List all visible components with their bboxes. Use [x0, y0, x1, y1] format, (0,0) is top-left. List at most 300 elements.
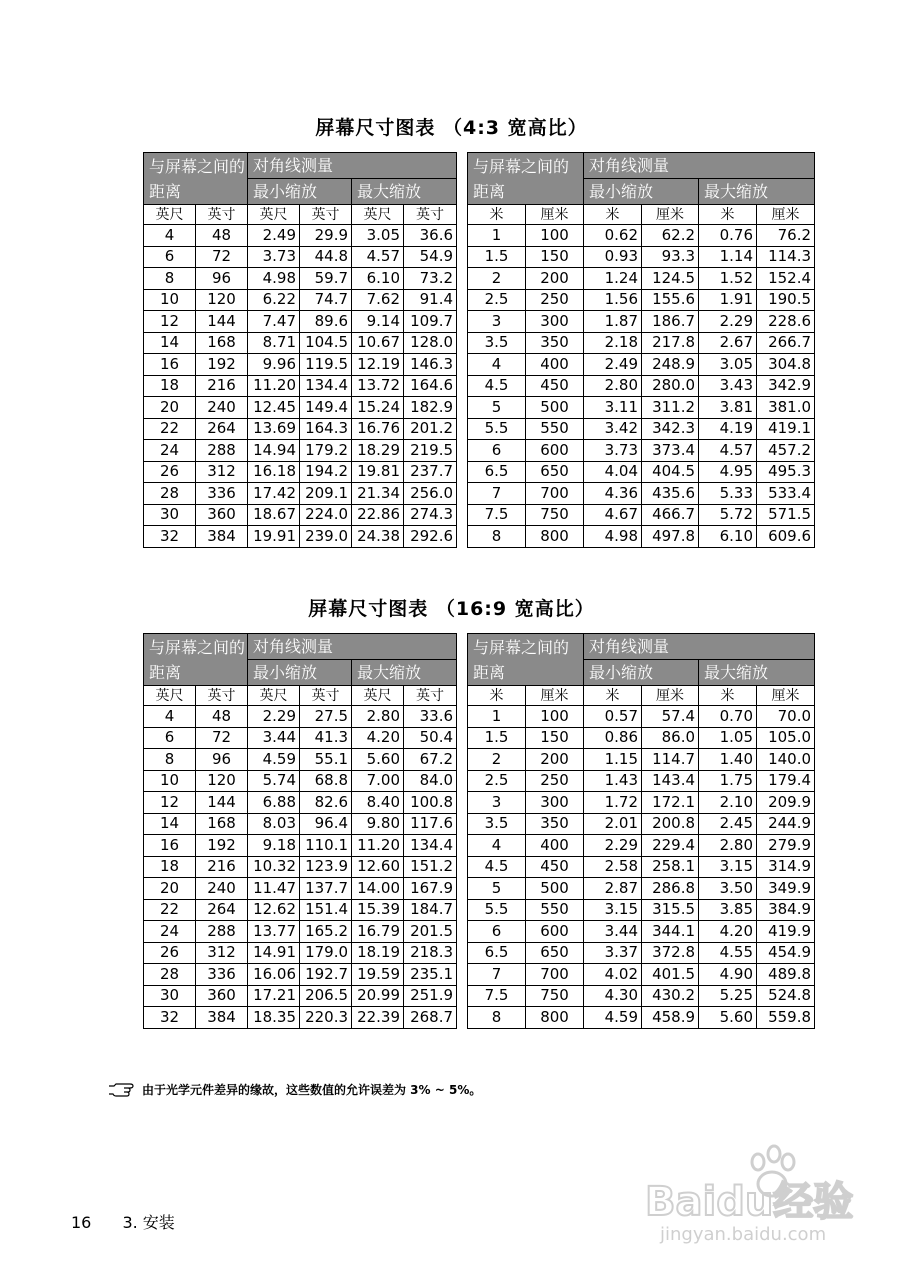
table-cell: 4.5: [468, 856, 526, 878]
table-row: [468, 311, 815, 333]
table-cell: 350: [526, 813, 584, 835]
table-cell: 700: [526, 964, 584, 986]
table-cell: 17.42: [248, 483, 300, 505]
table-cell: 7: [468, 964, 526, 986]
table-row: [144, 878, 457, 900]
table-row: [468, 942, 815, 964]
unit-row: [144, 205, 457, 225]
table-cell: 4.59: [584, 1007, 642, 1029]
table-cell: 201.5: [404, 921, 457, 943]
table-cell: 96: [196, 268, 248, 290]
table-cell: 16.76: [352, 418, 404, 440]
table-cell: 96: [196, 749, 248, 771]
table-cell: 0.62: [584, 225, 642, 247]
table-cell: 1.72: [584, 792, 642, 814]
table-row: [144, 813, 457, 835]
table-cell: 4.04: [584, 461, 642, 483]
table-cell: 73.2: [404, 268, 457, 290]
table-cell: 4.30: [584, 985, 642, 1007]
unit-cell: 英寸: [404, 686, 457, 706]
table-cell: 17.21: [248, 985, 300, 1007]
table-cell: 228.6: [757, 311, 815, 333]
table-cell: 3.37: [584, 942, 642, 964]
table-cell: 4.67: [584, 504, 642, 526]
table-cell: 110.1: [300, 835, 352, 857]
table-cell: 2.01: [584, 813, 642, 835]
table-cell: 550: [526, 418, 584, 440]
table-row: [144, 985, 457, 1007]
table-cell: 3.42: [584, 418, 642, 440]
table-cell: 609.6: [757, 526, 815, 548]
table-cell: 128.0: [404, 332, 457, 354]
table-cell: 550: [526, 899, 584, 921]
table-cell: 497.8: [642, 526, 699, 548]
table-cell: 164.3: [300, 418, 352, 440]
table-row: [144, 418, 457, 440]
table-cell: 192: [196, 354, 248, 376]
table-row: [468, 354, 815, 376]
chart-4-3-imperial-table: [143, 152, 457, 548]
table-cell: 240: [196, 397, 248, 419]
table-cell: 168: [196, 332, 248, 354]
table-cell: 524.8: [757, 985, 815, 1007]
table-cell: 6: [468, 921, 526, 943]
header-max-zoom: 最大缩放: [699, 660, 815, 686]
table-cell: 12.45: [248, 397, 300, 419]
table-cell: 59.7: [300, 268, 352, 290]
table-cell: 124.5: [642, 268, 699, 290]
header-diagonal: 对角线测量: [248, 153, 457, 179]
table-cell: 8.03: [248, 813, 300, 835]
table-cell: 134.4: [404, 835, 457, 857]
table-cell: 20.99: [352, 985, 404, 1007]
table-row: [144, 504, 457, 526]
table-cell: 288: [196, 440, 248, 462]
unit-cell: 厘米: [757, 686, 815, 706]
table-cell: 2.80: [352, 706, 404, 728]
table-cell: 11.47: [248, 878, 300, 900]
table-cell: 30: [144, 985, 196, 1007]
table-cell: 105.0: [757, 727, 815, 749]
table-cell: 4.57: [699, 440, 757, 462]
table-cell: 2.80: [584, 375, 642, 397]
table-cell: 18.19: [352, 942, 404, 964]
table-cell: 336: [196, 964, 248, 986]
table-cell: 384: [196, 1007, 248, 1029]
unit-cell: 米: [699, 205, 757, 225]
table-cell: 2: [468, 749, 526, 771]
table-row: [468, 440, 815, 462]
table-cell: 258.1: [642, 856, 699, 878]
table-cell: 24.38: [352, 526, 404, 548]
table-cell: 146.3: [404, 354, 457, 376]
table-cell: 266.7: [757, 332, 815, 354]
table-cell: 1.24: [584, 268, 642, 290]
table-cell: 4.98: [248, 268, 300, 290]
table-cell: 4.57: [352, 246, 404, 268]
table-cell: 373.4: [642, 440, 699, 462]
table-row: [468, 835, 815, 857]
table-cell: 312: [196, 942, 248, 964]
tolerance-note: [108, 1081, 481, 1098]
table-cell: 264: [196, 418, 248, 440]
chart-4-3-metric-table: [467, 152, 815, 548]
table-cell: 3: [468, 792, 526, 814]
table-cell: 2.45: [699, 813, 757, 835]
table-cell: 404.5: [642, 461, 699, 483]
table-row: [144, 706, 457, 728]
table-cell: 120: [196, 289, 248, 311]
table-cell: 6.22: [248, 289, 300, 311]
table-cell: 5.72: [699, 504, 757, 526]
table-cell: 184.7: [404, 899, 457, 921]
table-cell: 119.5: [300, 354, 352, 376]
chart-16-9-metric-table: [467, 633, 815, 1029]
table-row: [468, 878, 815, 900]
table-cell: 268.7: [404, 1007, 457, 1029]
table-cell: 256.0: [404, 483, 457, 505]
table-cell: 1.56: [584, 289, 642, 311]
table-cell: 1.43: [584, 770, 642, 792]
table-cell: 8.40: [352, 792, 404, 814]
table-cell: 360: [196, 985, 248, 1007]
table-cell: 76.2: [757, 225, 815, 247]
table-cell: 36.6: [404, 225, 457, 247]
table-cell: 1.91: [699, 289, 757, 311]
table-cell: 155.6: [642, 289, 699, 311]
table-cell: 55.1: [300, 749, 352, 771]
table-cell: 74.7: [300, 289, 352, 311]
table-cell: 84.0: [404, 770, 457, 792]
table-cell: 16.79: [352, 921, 404, 943]
table-cell: 120: [196, 770, 248, 792]
table-cell: 10.67: [352, 332, 404, 354]
chart-16-9-imperial-table: [143, 633, 457, 1029]
table-cell: 219.5: [404, 440, 457, 462]
table-row: [468, 268, 815, 290]
table-cell: 179.2: [300, 440, 352, 462]
header-distance: 与屏幕之间的距离: [468, 153, 584, 205]
table-cell: 600: [526, 921, 584, 943]
table-cell: 1.5: [468, 727, 526, 749]
table-cell: 192.7: [300, 964, 352, 986]
table-cell: 7.47: [248, 311, 300, 333]
table-cell: 10: [144, 289, 196, 311]
table-cell: 19.59: [352, 964, 404, 986]
table-cell: 2.87: [584, 878, 642, 900]
table-cell: 200.8: [642, 813, 699, 835]
header-min-zoom: 最小缩放: [584, 660, 699, 686]
unit-cell: 厘米: [757, 205, 815, 225]
table-cell: 2: [468, 268, 526, 290]
table-row: [144, 1007, 457, 1029]
note-text: 由于光学元件差异的缘故，这些数值的允许误差为 3% ~ 5%。: [142, 1083, 482, 1097]
table-cell: 8: [468, 526, 526, 548]
table-cell: 344.1: [642, 921, 699, 943]
table-row: [144, 835, 457, 857]
table-row: [144, 526, 457, 548]
table-cell: 12: [144, 311, 196, 333]
table-cell: 206.5: [300, 985, 352, 1007]
table-cell: 137.7: [300, 878, 352, 900]
table-cell: 70.0: [757, 706, 815, 728]
table-row: [144, 225, 457, 247]
table-cell: 280.0: [642, 375, 699, 397]
table-cell: 457.2: [757, 440, 815, 462]
table-cell: 28: [144, 483, 196, 505]
table-cell: 29.9: [300, 225, 352, 247]
table-cell: 251.9: [404, 985, 457, 1007]
table-row: [144, 749, 457, 771]
table-cell: 372.8: [642, 942, 699, 964]
unit-cell: 米: [699, 686, 757, 706]
table-cell: 0.86: [584, 727, 642, 749]
unit-cell: 英尺: [352, 686, 404, 706]
table-cell: 10.32: [248, 856, 300, 878]
table-cell: 164.6: [404, 375, 457, 397]
header-max-zoom: 最大缩放: [352, 660, 457, 686]
unit-cell: 厘米: [642, 205, 699, 225]
table-cell: 6.5: [468, 942, 526, 964]
table-cell: 11.20: [248, 375, 300, 397]
table-cell: 9.18: [248, 835, 300, 857]
table-cell: 600: [526, 440, 584, 462]
table-cell: 235.1: [404, 964, 457, 986]
table-row: [144, 921, 457, 943]
table-cell: 209.1: [300, 483, 352, 505]
table-cell: 18.29: [352, 440, 404, 462]
table-cell: 218.3: [404, 942, 457, 964]
table-row: [468, 246, 815, 268]
table-cell: 10: [144, 770, 196, 792]
table-row: [144, 483, 457, 505]
table-cell: 168: [196, 813, 248, 835]
unit-cell: 厘米: [526, 205, 584, 225]
table-cell: 2.58: [584, 856, 642, 878]
table-cell: 288: [196, 921, 248, 943]
unit-cell: 厘米: [526, 686, 584, 706]
section-title-4-3: 屏幕尺寸图表 （4:3 宽高比）: [315, 117, 588, 139]
table-row: [468, 289, 815, 311]
table-cell: 12.62: [248, 899, 300, 921]
table-cell: 15.39: [352, 899, 404, 921]
table-row: [468, 332, 815, 354]
unit-cell: 英尺: [144, 686, 196, 706]
table-cell: 2.5: [468, 770, 526, 792]
table-cell: 571.5: [757, 504, 815, 526]
table-cell: 190.5: [757, 289, 815, 311]
table-cell: 248.9: [642, 354, 699, 376]
table-cell: 495.3: [757, 461, 815, 483]
table-cell: 54.9: [404, 246, 457, 268]
table-cell: 16: [144, 835, 196, 857]
table-cell: 22.39: [352, 1007, 404, 1029]
table-row: [468, 397, 815, 419]
table-cell: 9.96: [248, 354, 300, 376]
table-cell: 533.4: [757, 483, 815, 505]
table-cell: 384.9: [757, 899, 815, 921]
table-cell: 117.6: [404, 813, 457, 835]
header-distance: 与屏幕之间的距离: [468, 634, 584, 686]
table-cell: 381.0: [757, 397, 815, 419]
table-cell: 123.9: [300, 856, 352, 878]
table-cell: 4.20: [352, 727, 404, 749]
table-cell: 6.10: [699, 526, 757, 548]
table-cell: 6: [144, 727, 196, 749]
table-cell: 68.8: [300, 770, 352, 792]
table-cell: 48: [196, 225, 248, 247]
table-row: [144, 792, 457, 814]
table-cell: 33.6: [404, 706, 457, 728]
table-cell: 114.7: [642, 749, 699, 771]
table-cell: 342.3: [642, 418, 699, 440]
table-cell: 7: [468, 483, 526, 505]
table-cell: 0.57: [584, 706, 642, 728]
header-min-zoom: 最小缩放: [248, 179, 352, 205]
unit-row: [144, 686, 457, 706]
table-cell: 144: [196, 792, 248, 814]
table-row: [468, 706, 815, 728]
table-cell: 72: [196, 246, 248, 268]
table-cell: 13.72: [352, 375, 404, 397]
table-cell: 5.74: [248, 770, 300, 792]
table-row: [144, 440, 457, 462]
table-row: [468, 749, 815, 771]
unit-cell: 米: [468, 205, 526, 225]
table-cell: 167.9: [404, 878, 457, 900]
table-row: [468, 985, 815, 1007]
table-cell: 4.95: [699, 461, 757, 483]
header-distance: 与屏幕之间的距离: [144, 153, 248, 205]
table-cell: 4: [468, 354, 526, 376]
table-cell: 16: [144, 354, 196, 376]
table-cell: 3.05: [352, 225, 404, 247]
header-diagonal: 对角线测量: [584, 153, 815, 179]
unit-cell: 英寸: [196, 205, 248, 225]
table-cell: 150: [526, 727, 584, 749]
table-cell: 100.8: [404, 792, 457, 814]
table-cell: 12.60: [352, 856, 404, 878]
table-cell: 4.02: [584, 964, 642, 986]
table-cell: 800: [526, 1007, 584, 1029]
table-cell: 8: [144, 268, 196, 290]
table-cell: 32: [144, 526, 196, 548]
table-cell: 20: [144, 397, 196, 419]
table-cell: 12: [144, 792, 196, 814]
table-cell: 216: [196, 375, 248, 397]
table-cell: 3.11: [584, 397, 642, 419]
table-cell: 3.73: [584, 440, 642, 462]
table-cell: 14: [144, 813, 196, 835]
table-cell: 2.49: [248, 225, 300, 247]
table-row: [468, 1007, 815, 1029]
table-cell: 264: [196, 899, 248, 921]
table-cell: 144: [196, 311, 248, 333]
header-min-zoom: 最小缩放: [584, 179, 699, 205]
table-cell: 314.9: [757, 856, 815, 878]
header-max-zoom: 最大缩放: [699, 179, 815, 205]
table-cell: 109.7: [404, 311, 457, 333]
unit-cell: 英尺: [144, 205, 196, 225]
table-cell: 239.0: [300, 526, 352, 548]
header-diagonal: 对角线测量: [248, 634, 457, 660]
table-cell: 1.14: [699, 246, 757, 268]
unit-cell: 英寸: [300, 205, 352, 225]
table-cell: 22: [144, 899, 196, 921]
table-cell: 0.93: [584, 246, 642, 268]
table-cell: 2.10: [699, 792, 757, 814]
table-cell: 3.73: [248, 246, 300, 268]
table-cell: 7.62: [352, 289, 404, 311]
table-cell: 3.50: [699, 878, 757, 900]
table-cell: 5: [468, 397, 526, 419]
table-cell: 300: [526, 311, 584, 333]
table-cell: 3.15: [699, 856, 757, 878]
table-row: [468, 964, 815, 986]
table-cell: 152.4: [757, 268, 815, 290]
table-cell: 96.4: [300, 813, 352, 835]
table-cell: 4: [144, 225, 196, 247]
table-cell: 100: [526, 225, 584, 247]
table-cell: 350: [526, 332, 584, 354]
table-cell: 182.9: [404, 397, 457, 419]
table-cell: 149.4: [300, 397, 352, 419]
table-cell: 4.36: [584, 483, 642, 505]
table-cell: 2.18: [584, 332, 642, 354]
table-cell: 50.4: [404, 727, 457, 749]
table-cell: 1: [468, 706, 526, 728]
table-cell: 489.8: [757, 964, 815, 986]
table-cell: 192: [196, 835, 248, 857]
table-cell: 150: [526, 246, 584, 268]
table-cell: 13.77: [248, 921, 300, 943]
table-cell: 237.7: [404, 461, 457, 483]
table-cell: 30: [144, 504, 196, 526]
page-footer: [71, 1210, 175, 1233]
table-cell: 311.2: [642, 397, 699, 419]
table-cell: 466.7: [642, 504, 699, 526]
unit-cell: 英寸: [196, 686, 248, 706]
table-row: [144, 246, 457, 268]
table-row: [468, 461, 815, 483]
table-cell: 312: [196, 461, 248, 483]
table-cell: 4.90: [699, 964, 757, 986]
table-cell: 22.86: [352, 504, 404, 526]
table-row: [468, 770, 815, 792]
table-cell: 1: [468, 225, 526, 247]
unit-cell: 厘米: [642, 686, 699, 706]
unit-cell: 米: [584, 205, 642, 225]
table-cell: 650: [526, 942, 584, 964]
table-cell: 450: [526, 375, 584, 397]
table-cell: 179.4: [757, 770, 815, 792]
table-cell: 450: [526, 856, 584, 878]
table-cell: 279.9: [757, 835, 815, 857]
table-cell: 2.67: [699, 332, 757, 354]
table-cell: 0.76: [699, 225, 757, 247]
table-row: [468, 504, 815, 526]
unit-row: [468, 686, 815, 706]
table-row: [468, 856, 815, 878]
table-cell: 26: [144, 942, 196, 964]
table-cell: 1.40: [699, 749, 757, 771]
header-diagonal: 对角线测量: [584, 634, 815, 660]
table-cell: 500: [526, 878, 584, 900]
table-row: [144, 375, 457, 397]
table-cell: 400: [526, 354, 584, 376]
table-cell: 244.9: [757, 813, 815, 835]
table-cell: 200: [526, 749, 584, 771]
